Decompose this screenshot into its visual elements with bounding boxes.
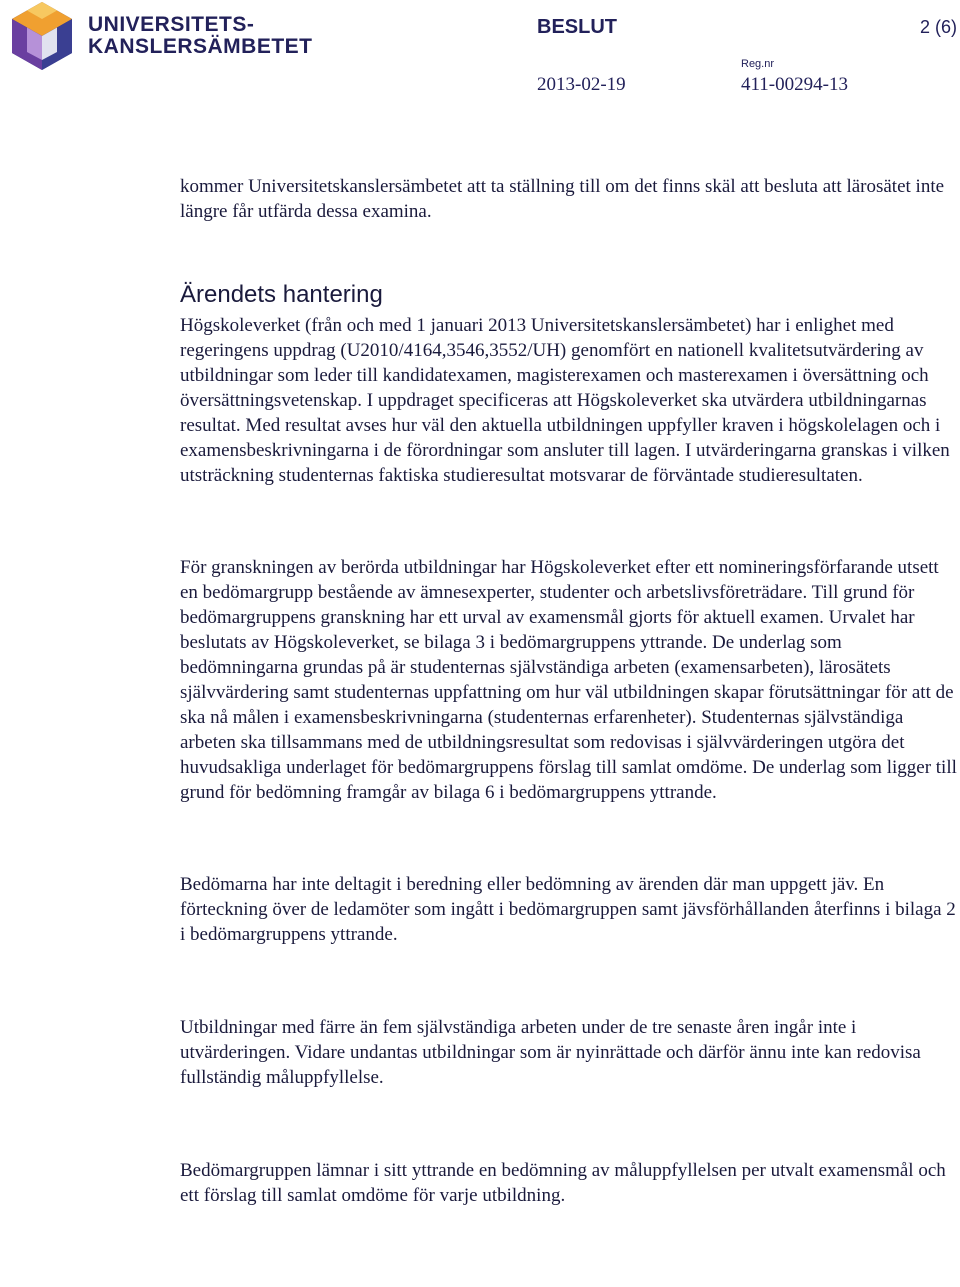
body-paragraph: Bedömarna har inte deltagit i beredning eller bedömning av ärenden där man uppgett jäv. En förteckning över de ledamöter som ingått i bedömargruppen samt jävsförhållanden återfinns i bilaga 2 i bedömargruppens yttrande.: [180, 874, 956, 945]
body-paragraph: Utbildningar med färre än fem självständiga arbeten under de tre senaste åren ingår inte i utvärderingen. Vidare undantas utbildningar som är nyinrättade och därför ännu inte kan redovisa fullständig måluppfyllelse.: [180, 1017, 921, 1088]
section-heading: Ärendets hantering: [180, 281, 383, 308]
body-paragraph: Bedömargruppen lämnar i sitt yttrande en bedömning av måluppfyllelsen per utvalt examensmål och ett förslag till samlat omdöme för varje utbildning.: [180, 1160, 946, 1206]
document-type: BESLUT: [537, 16, 617, 38]
cube-logo-icon: [6, 0, 78, 72]
document-date: 2013-02-19: [537, 74, 626, 95]
intro-paragraph: kommer Universitetskanslersämbetet att ta ställning till om det finns skäl att besluta att lärosätet inte längre får utfärda dessa examina.: [180, 176, 945, 222]
body-paragraph: Högskoleverket (från och med 1 januari 2013 Universitetskanslersämbetet) har i enlighet med regeringens uppdrag (U2010/4164,3546,3552/UH) genomfört en nationell kvalitetsutvärdering av utbildningar som leder till kandidatexamen, magisterexamen och masterexamen i översättning och översättningsvetenskap. I uppdraget specificeras att Högskoleverket ska utvärdera utbildningarnas resultat. Med resultat avses hur väl den aktuella utbildningen uppfyller kraven i högskolelagen och i examensbeskrivningarna i de förordningar som ansluter till lagen. I utvärderingarna granskas i vilken utsträckning studenternas faktiska studieresultat motsvarar de förväntade studieresultaten.: [180, 315, 950, 486]
registration-number: 411-00294-13: [741, 74, 848, 95]
page-number: 2 (6): [920, 17, 958, 37]
document-body: [180, 174, 960, 1208]
org-name-line1: UNIVERSITETS-: [88, 13, 255, 36]
organization-logo: [6, 0, 326, 72]
org-name-line2: KANSLERSÄMBETET: [88, 35, 313, 58]
body-paragraph: För granskningen av berörda utbildningar har Högskoleverket efter ett nomineringsförfarande utsett en bedömargrupp bestående av ämnesexperter, studenter och arbetslivsföreträdare. Till grund för bedömargruppens granskning har ett urval av examensmål gjorts för aktuell examen. Urvalet har beslutats av Högskoleverket, se bilaga 3 i bedömargruppens yttrande. De underlag som bedömningarna grundas på är studenternas självständiga arbeten (examensarbeten), lärosätets självvärdering samt studenternas uppfattning om hur väl utbildningen skapar förutsättningar för att de ska nå målen i examensbeskrivningarna (studenternas erfarenheter). Studenternas självständiga arbeten ska tillsammans med de utbildningsresultat som redovisas i självvärderingen utgöra det huvudsakliga underlaget för bedömargruppens förslag till samlat omdöme. De underlag som ligger till grund för bedömning framgår av bilaga 6 i bedömargruppens yttrande.: [180, 557, 957, 803]
registration-label: Reg.nr: [741, 58, 775, 70]
